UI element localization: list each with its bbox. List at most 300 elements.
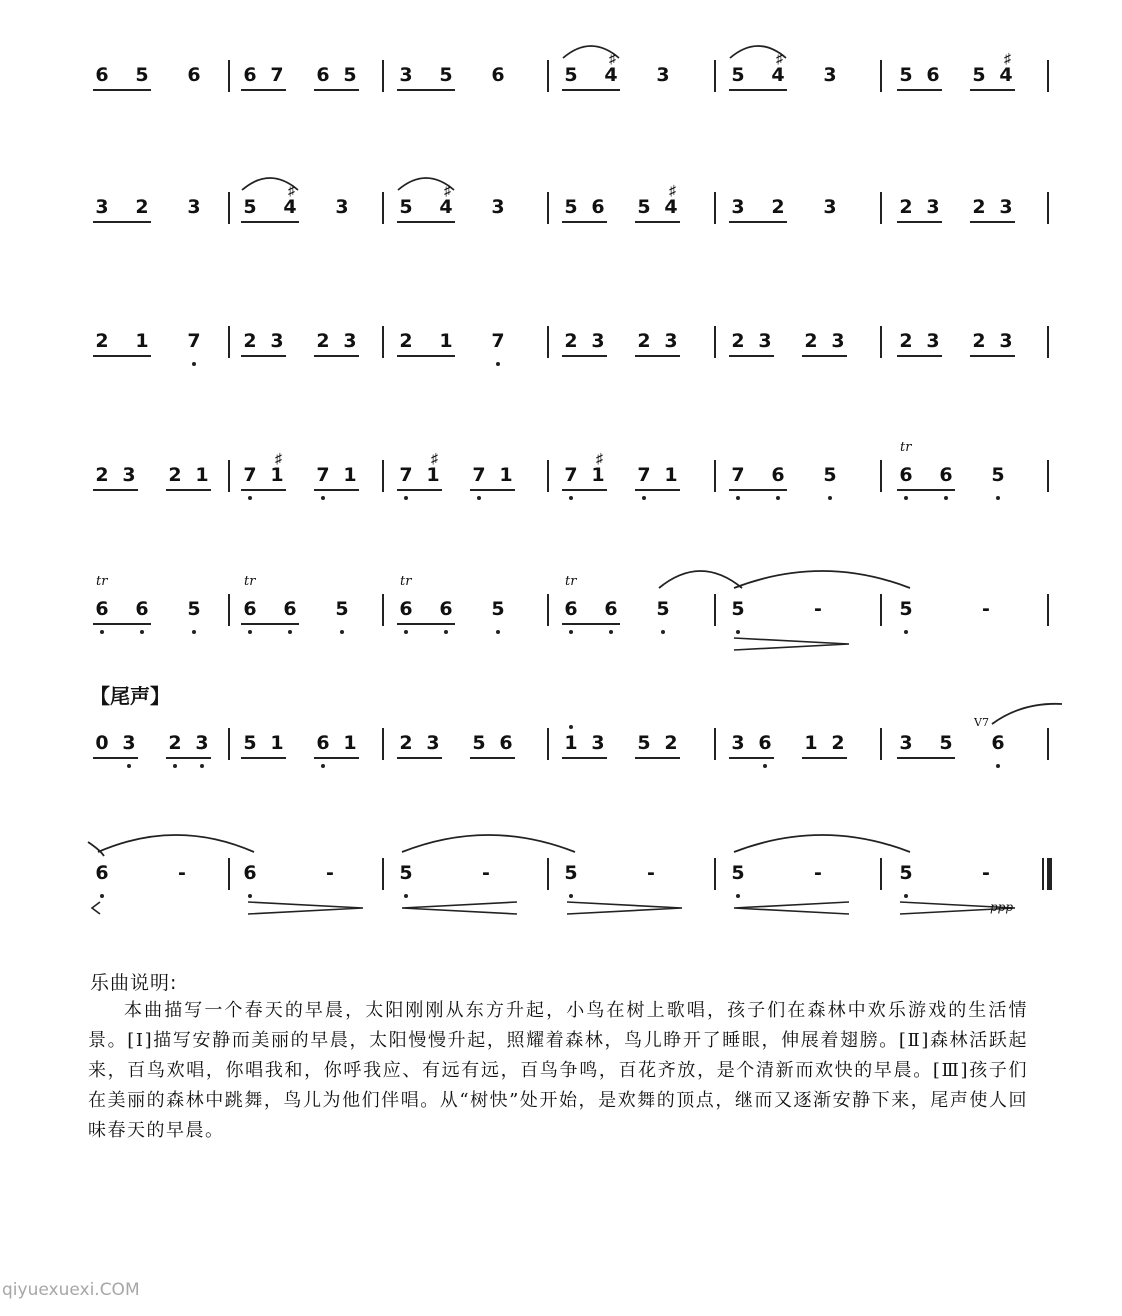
- jianpu-note: 2: [168, 732, 182, 754]
- eighth-beam: [397, 757, 442, 759]
- bar-line: [547, 858, 549, 890]
- site-watermark: qiyuexuexi.COM: [2, 1280, 140, 1300]
- eighth-beam: [562, 623, 620, 625]
- bar-line: [880, 858, 882, 890]
- jianpu-note: 6: [316, 64, 330, 86]
- lower-octave-dot: [661, 630, 665, 634]
- jianpu-note: 5: [731, 862, 745, 884]
- bowing-mark: V7: [974, 716, 989, 729]
- jianpu-note: 1: [564, 732, 578, 754]
- jianpu-note: 3: [664, 330, 678, 352]
- jianpu-note: 7: [491, 330, 505, 352]
- jianpu-note: 7: [564, 464, 578, 486]
- jianpu-note: 2: [972, 196, 986, 218]
- jianpu-note: 5: [243, 196, 257, 218]
- crescendo-hairpin: [734, 902, 849, 914]
- sharp-sign: ♯: [431, 450, 438, 466]
- bar-line: [880, 594, 882, 626]
- eighth-beam: [241, 355, 286, 357]
- eighth-beam: [562, 89, 620, 91]
- eighth-beam: [729, 355, 774, 357]
- jianpu-note: 5: [899, 598, 913, 620]
- eighth-beam: [970, 355, 1015, 357]
- jianpu-note: 3: [831, 330, 845, 352]
- lower-octave-dot: [404, 496, 408, 500]
- bar-line: [547, 728, 549, 760]
- lower-octave-dot: [173, 764, 177, 768]
- tie: [992, 704, 1062, 724]
- lower-octave-dot: [340, 630, 344, 634]
- jianpu-note: 7: [637, 464, 651, 486]
- eighth-beam: [802, 757, 847, 759]
- jianpu-note: 1: [270, 732, 284, 754]
- lower-octave-dot: [569, 496, 573, 500]
- jianpu-note: 7: [316, 464, 330, 486]
- bar-line: [228, 326, 230, 358]
- eighth-beam: [729, 757, 774, 759]
- bar-line: [1047, 192, 1049, 224]
- eighth-beam: [93, 489, 138, 491]
- jianpu-note: 3: [926, 330, 940, 352]
- jianpu-note: 2: [95, 464, 109, 486]
- bar-line: [1047, 60, 1049, 92]
- dynamic-marking: ppp: [990, 900, 1014, 914]
- eighth-beam: [93, 757, 138, 759]
- eighth-beam: [562, 757, 607, 759]
- jianpu-note: 6: [187, 64, 201, 86]
- jianpu-note: 3: [95, 196, 109, 218]
- eighth-beam: [397, 221, 455, 223]
- trill-mark: tr: [96, 574, 108, 589]
- lower-octave-dot: [609, 630, 613, 634]
- jianpu-note: 2: [731, 330, 745, 352]
- sharp-sign: ♯: [609, 50, 616, 66]
- jianpu-note: 1: [664, 464, 678, 486]
- eighth-beam: [970, 221, 1015, 223]
- eighth-beam: [397, 623, 455, 625]
- jianpu-note: 5: [656, 598, 670, 620]
- eighth-beam: [241, 489, 286, 491]
- jianpu-note: 6: [491, 64, 505, 86]
- jianpu-note: 1: [343, 464, 357, 486]
- bar-line: [228, 728, 230, 760]
- eighth-beam: [635, 757, 680, 759]
- jianpu-note: 4: [664, 196, 678, 218]
- eighth-beam: [802, 355, 847, 357]
- jianpu-note: 4: [771, 64, 785, 86]
- sustain-dash: -: [178, 862, 186, 884]
- bar-line: [547, 192, 549, 224]
- lower-octave-dot: [944, 496, 948, 500]
- bar-line: [228, 60, 230, 92]
- bar-line: [228, 192, 230, 224]
- jianpu-note: 3: [926, 196, 940, 218]
- jianpu-note: 6: [758, 732, 772, 754]
- lower-octave-dot: [736, 496, 740, 500]
- jianpu-note: 3: [195, 732, 209, 754]
- jianpu-note: 1: [439, 330, 453, 352]
- jianpu-note: 3: [823, 64, 837, 86]
- jianpu-note: 7: [243, 464, 257, 486]
- jianpu-note: 5: [564, 196, 578, 218]
- jianpu-note: 2: [972, 330, 986, 352]
- sharp-sign: ♯: [444, 182, 451, 198]
- sustain-dash: -: [982, 862, 990, 884]
- jianpu-note: 1: [426, 464, 440, 486]
- lower-octave-dot: [248, 496, 252, 500]
- jianpu-note: 2: [135, 196, 149, 218]
- jianpu-note: 6: [499, 732, 513, 754]
- lower-octave-dot: [100, 630, 104, 634]
- sustain-dash: -: [814, 598, 822, 620]
- jianpu-note: 0: [95, 732, 109, 754]
- jianpu-note: 1: [343, 732, 357, 754]
- trill-mark: tr: [244, 574, 256, 589]
- jianpu-note: 1: [804, 732, 818, 754]
- jianpu-note: 4: [283, 196, 297, 218]
- jianpu-note: 3: [731, 196, 745, 218]
- lower-octave-dot: [776, 496, 780, 500]
- lower-octave-dot: [100, 894, 104, 898]
- sharp-sign: ♯: [275, 450, 282, 466]
- bar-line: [1047, 728, 1049, 760]
- bar-line: [1047, 326, 1049, 358]
- jianpu-note: 2: [95, 330, 109, 352]
- eighth-beam: [729, 89, 787, 91]
- sharp-sign: ♯: [1004, 50, 1011, 66]
- bar-line: [1047, 594, 1049, 626]
- lower-octave-dot: [127, 764, 131, 768]
- jianpu-note: 3: [335, 196, 349, 218]
- lower-octave-dot: [828, 496, 832, 500]
- sharp-sign: ♯: [596, 450, 603, 466]
- jianpu-note: 6: [316, 732, 330, 754]
- bar-line: [547, 460, 549, 492]
- eighth-beam: [397, 355, 455, 357]
- tie: [734, 835, 910, 852]
- jianpu-note: 6: [991, 732, 1005, 754]
- lower-octave-dot: [477, 496, 481, 500]
- jianpu-note: 1: [195, 464, 209, 486]
- crescendo-hairpin: [92, 902, 100, 914]
- crescendo-hairpin: [402, 902, 517, 914]
- jianpu-note: 5: [491, 598, 505, 620]
- jianpu-note: 3: [426, 732, 440, 754]
- jianpu-note: 4: [604, 64, 618, 86]
- jianpu-note: 5: [243, 732, 257, 754]
- lower-octave-dot: [569, 894, 573, 898]
- eighth-beam: [397, 89, 455, 91]
- trill-mark: tr: [400, 574, 412, 589]
- jianpu-note: 5: [564, 862, 578, 884]
- jianpu-note: 2: [804, 330, 818, 352]
- lower-octave-dot: [321, 764, 325, 768]
- bar-line: [880, 60, 882, 92]
- lower-octave-dot: [404, 630, 408, 634]
- jianpu-note: 3: [187, 196, 201, 218]
- trill-mark: tr: [900, 440, 912, 455]
- jianpu-note: 6: [95, 598, 109, 620]
- eighth-beam: [241, 89, 286, 91]
- lower-octave-dot: [763, 764, 767, 768]
- bar-line: [714, 60, 716, 92]
- jianpu-note: 6: [243, 598, 257, 620]
- decrescendo-hairpin: [567, 902, 682, 914]
- jianpu-note: 3: [731, 732, 745, 754]
- tie: [402, 835, 575, 852]
- music-notes-title: 乐曲说明:: [90, 972, 178, 994]
- bar-line: [547, 60, 549, 92]
- final-bar-line: [1042, 858, 1044, 890]
- eighth-beam: [562, 355, 607, 357]
- jianpu-note: 6: [564, 598, 578, 620]
- lower-octave-dot: [444, 630, 448, 634]
- bar-line: [382, 858, 384, 890]
- lower-octave-dot: [192, 362, 196, 366]
- jianpu-note: 2: [168, 464, 182, 486]
- jianpu-note: 6: [135, 598, 149, 620]
- sustain-dash: -: [482, 862, 490, 884]
- bar-line: [382, 326, 384, 358]
- eighth-beam: [635, 221, 680, 223]
- eighth-beam: [93, 355, 151, 357]
- bar-line: [228, 858, 230, 890]
- bar-line: [714, 728, 716, 760]
- jianpu-note: 2: [564, 330, 578, 352]
- bar-line: [382, 594, 384, 626]
- jianpu-note: 5: [972, 64, 986, 86]
- jianpu-note: 6: [283, 598, 297, 620]
- jianpu-note: 7: [187, 330, 201, 352]
- sharp-sign: ♯: [669, 182, 676, 198]
- final-bar-line: [1048, 858, 1052, 890]
- jianpu-note: 6: [591, 196, 605, 218]
- sharp-sign: ♯: [288, 182, 295, 198]
- jianpu-note: 3: [122, 732, 136, 754]
- jianpu-note: 5: [399, 862, 413, 884]
- bar-line: [382, 192, 384, 224]
- music-notes-body: 本曲描写一个春天的早晨，太阳刚刚从东方升起，小鸟在树上歌唱，孩子们在森林中欢乐游戏的生活情景。[Ⅰ]描写安静而美丽的早晨，太阳慢慢升起，照耀着森林，鸟儿睁开了睡眼，伸展着翅膀。[Ⅱ]森林活跃起来，百鸟欢唱，你唱我和，你呼我应、有远有远，百鸟争鸣，百花齐放，是个清新而欢快的早晨。[Ⅲ]孩子们在美丽的森林中跳舞，鸟儿为他们伴唱。从“树快”处开始，是欢舞的顶点，继而又逐渐安静下来，尾声使人回味春天的早晨。: [88, 1000, 1028, 1141]
- eighth-beam: [562, 221, 607, 223]
- jianpu-note: 4: [999, 64, 1013, 86]
- jianpu-note: 2: [399, 732, 413, 754]
- bar-line: [547, 326, 549, 358]
- jianpu-note: 2: [399, 330, 413, 352]
- jianpu-note: 5: [439, 64, 453, 86]
- jianpu-note: 1: [591, 464, 605, 486]
- eighth-beam: [970, 89, 1015, 91]
- bar-line: [714, 192, 716, 224]
- jianpu-note: 2: [637, 330, 651, 352]
- jianpu-note: 6: [243, 64, 257, 86]
- jianpu-note: 5: [899, 862, 913, 884]
- sustain-dash: -: [647, 862, 655, 884]
- sustain-dash: -: [814, 862, 822, 884]
- jianpu-note: 6: [604, 598, 618, 620]
- eighth-beam: [314, 757, 359, 759]
- jianpu-note: 3: [591, 732, 605, 754]
- bar-line: [880, 326, 882, 358]
- jianpu-note: 5: [939, 732, 953, 754]
- jianpu-note: 2: [243, 330, 257, 352]
- lower-octave-dot: [248, 894, 252, 898]
- jianpu-note: 6: [771, 464, 785, 486]
- eighth-beam: [314, 89, 359, 91]
- eighth-beam: [93, 623, 151, 625]
- jianpu-note: 6: [95, 64, 109, 86]
- jianpu-note: 5: [991, 464, 1005, 486]
- bar-line: [1047, 460, 1049, 492]
- eighth-beam: [897, 89, 942, 91]
- jianpu-note: 6: [399, 598, 413, 620]
- trill-mark: tr: [565, 574, 577, 589]
- lower-octave-dot: [569, 630, 573, 634]
- jianpu-note: 6: [899, 464, 913, 486]
- jianpu-note: 1: [499, 464, 513, 486]
- lower-octave-dot: [642, 496, 646, 500]
- jianpu-note: 7: [270, 64, 284, 86]
- eighth-beam: [470, 489, 515, 491]
- jianpu-note: 6: [939, 464, 953, 486]
- eighth-beam: [93, 221, 151, 223]
- bar-line: [714, 594, 716, 626]
- jianpu-note: 2: [899, 196, 913, 218]
- lower-octave-dot: [140, 630, 144, 634]
- jianpu-note: 2: [664, 732, 678, 754]
- jianpu-note: 5: [187, 598, 201, 620]
- eighth-beam: [166, 757, 211, 759]
- lower-octave-dot: [288, 630, 292, 634]
- tie: [659, 571, 742, 588]
- eighth-beam: [729, 489, 787, 491]
- lower-octave-dot: [192, 630, 196, 634]
- lower-octave-dot: [904, 630, 908, 634]
- jianpu-note: 5: [637, 196, 651, 218]
- jianpu-note: 3: [999, 196, 1013, 218]
- bar-line: [228, 594, 230, 626]
- eighth-beam: [562, 489, 607, 491]
- jianpu-note: 5: [343, 64, 357, 86]
- jianpu-note: 1: [135, 330, 149, 352]
- lower-octave-dot: [248, 630, 252, 634]
- bar-line: [382, 60, 384, 92]
- eighth-beam: [314, 489, 359, 491]
- jianpu-note: 5: [564, 64, 578, 86]
- jianpu-note: 3: [270, 330, 284, 352]
- eighth-beam: [314, 355, 359, 357]
- jianpu-note: 3: [656, 64, 670, 86]
- eighth-beam: [635, 355, 680, 357]
- jianpu-note: 5: [823, 464, 837, 486]
- eighth-beam: [635, 489, 680, 491]
- decrescendo-hairpin: [734, 638, 849, 650]
- jianpu-note: 3: [823, 196, 837, 218]
- jianpu-note: 4: [439, 196, 453, 218]
- jianpu-note: 5: [135, 64, 149, 86]
- jianpu-note: 1: [270, 464, 284, 486]
- eighth-beam: [93, 89, 151, 91]
- eighth-beam: [241, 221, 299, 223]
- eighth-beam: [897, 221, 942, 223]
- lower-octave-dot: [904, 894, 908, 898]
- jianpu-note: 5: [731, 598, 745, 620]
- jianpu-note: 3: [343, 330, 357, 352]
- jianpu-note: 2: [771, 196, 785, 218]
- tie: [88, 842, 104, 856]
- eighth-beam: [241, 757, 286, 759]
- jianpu-note: 2: [831, 732, 845, 754]
- bar-line: [880, 728, 882, 760]
- jianpu-note: 5: [399, 196, 413, 218]
- bar-line: [547, 594, 549, 626]
- tie: [98, 835, 254, 852]
- lower-octave-dot: [496, 630, 500, 634]
- jianpu-note: 3: [399, 64, 413, 86]
- jianpu-note: 6: [243, 862, 257, 884]
- bar-line: [880, 192, 882, 224]
- jianpu-note: 5: [731, 64, 745, 86]
- jianpu-note: 6: [926, 64, 940, 86]
- jianpu-note: 3: [899, 732, 913, 754]
- decrescendo-hairpin: [248, 902, 363, 914]
- sustain-dash: -: [982, 598, 990, 620]
- jianpu-note: 3: [591, 330, 605, 352]
- eighth-beam: [897, 355, 942, 357]
- eighth-beam: [470, 757, 515, 759]
- upper-octave-dot: [569, 725, 573, 729]
- jianpu-note: 5: [335, 598, 349, 620]
- lower-octave-dot: [736, 630, 740, 634]
- jianpu-note: 3: [122, 464, 136, 486]
- eighth-beam: [729, 221, 787, 223]
- bar-line: [714, 460, 716, 492]
- tie: [734, 571, 910, 588]
- sharp-sign: ♯: [776, 50, 783, 66]
- jianpu-note: 7: [399, 464, 413, 486]
- coda-section-label: 【尾声】: [90, 684, 170, 708]
- jianpu-note: 2: [899, 330, 913, 352]
- jianpu-note: 6: [95, 862, 109, 884]
- sustain-dash: -: [326, 862, 334, 884]
- jianpu-note: 7: [731, 464, 745, 486]
- jianpu-note: 5: [637, 732, 651, 754]
- lower-octave-dot: [904, 496, 908, 500]
- jianpu-note: 7: [472, 464, 486, 486]
- bar-line: [382, 728, 384, 760]
- jianpu-note: 5: [899, 64, 913, 86]
- lower-octave-dot: [996, 764, 1000, 768]
- lower-octave-dot: [200, 764, 204, 768]
- eighth-beam: [241, 623, 299, 625]
- jianpu-note: 5: [472, 732, 486, 754]
- bar-line: [382, 460, 384, 492]
- lower-octave-dot: [736, 894, 740, 898]
- jianpu-note: 3: [758, 330, 772, 352]
- bar-line: [714, 326, 716, 358]
- bar-line: [228, 460, 230, 492]
- eighth-beam: [166, 489, 211, 491]
- lower-octave-dot: [496, 362, 500, 366]
- jianpu-note: 3: [491, 196, 505, 218]
- bar-line: [714, 858, 716, 890]
- eighth-beam: [397, 489, 442, 491]
- jianpu-note: 6: [439, 598, 453, 620]
- lower-octave-dot: [321, 496, 325, 500]
- lower-octave-dot: [996, 496, 1000, 500]
- lower-octave-dot: [404, 894, 408, 898]
- jianpu-note: 2: [316, 330, 330, 352]
- eighth-beam: [897, 489, 955, 491]
